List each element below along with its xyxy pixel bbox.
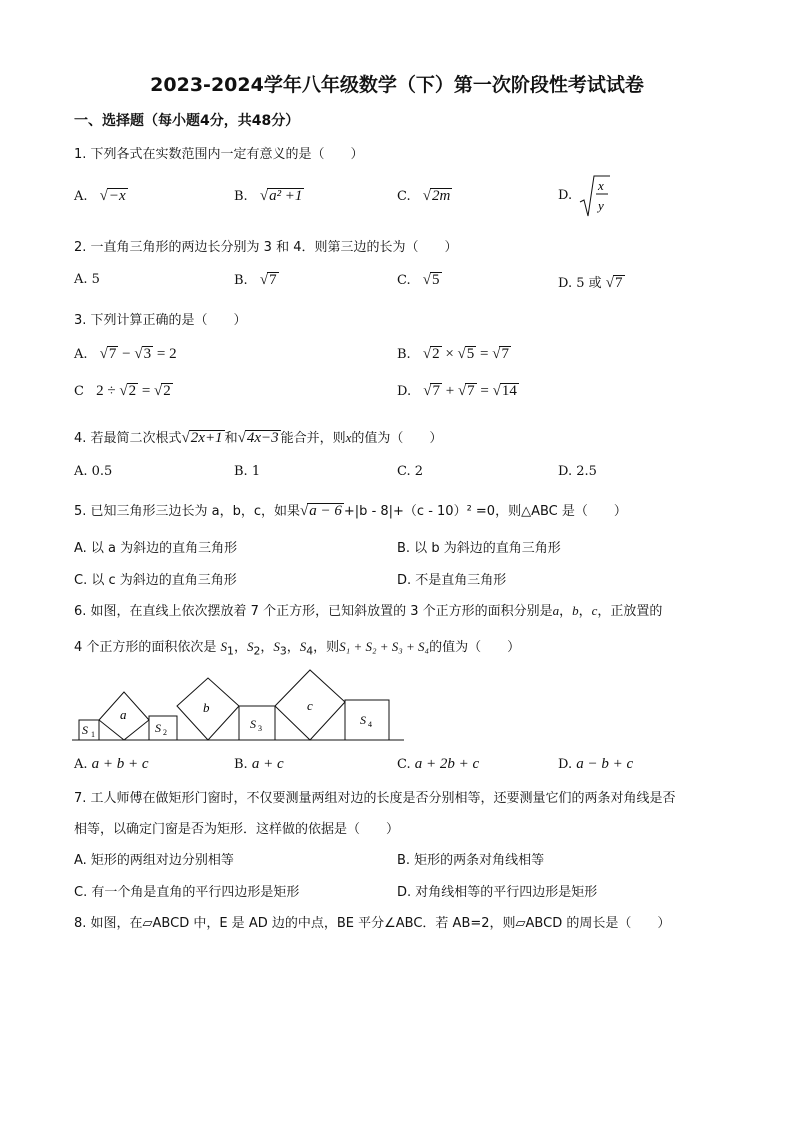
q5-option-b: B. 以 b 为斜边的直角三角形: [397, 541, 561, 556]
q5-pre: 5. 已知三角形三边长为 a，b，c，如果: [74, 504, 301, 519]
q3-a-r1: 7: [108, 346, 117, 362]
q1-option-c: [397, 188, 452, 205]
question-3-stem: 3. 下列计算正确的是（ ）: [74, 313, 247, 328]
q6-option-a: [74, 756, 149, 773]
q4-variable: x: [345, 430, 352, 445]
q1-option-a-expr: √−x: [99, 188, 126, 204]
q3-option-d-expr: √7 + √7 = √14: [423, 383, 517, 399]
q3-option-c-expr: 2 ÷ √2 = √2: [96, 383, 171, 399]
q6-line2-post: 的值为（ ）: [429, 640, 521, 655]
q5-option-c: C. 以 c 为斜边的直角三角形: [74, 573, 237, 588]
q7-option-c: C. 有一个角是直角的平行四边形是矩形: [74, 885, 300, 900]
q6-option-a-label: A.: [74, 757, 88, 772]
q2-c-radicand: 5: [432, 272, 440, 288]
q4-pre: 4. 若最简二次根式: [74, 431, 182, 446]
q6-s4: S: [299, 639, 307, 654]
q3-option-c: [74, 383, 173, 400]
q3-c-eq: =: [138, 383, 155, 399]
q6-option-a-expr: a + b + c: [91, 756, 149, 772]
question-6-line-1: 6. 如图，在直线上依次摆放着 7 个正方形，已知斜放置的 3 个正方形的面积分别是a，b，c，正放置的: [74, 603, 663, 619]
q3-d-r2: 7: [467, 383, 475, 399]
q5-option-d: D. 不是直角三角形: [397, 573, 507, 588]
q7-option-a: A. 矩形的两组对边分别相等: [74, 853, 234, 868]
question-4-stem: 4. 若最简二次根式√2x+1 和√4x−3 能合并，则x的值为（ ）: [74, 430, 443, 446]
q3-d-eq: =: [476, 383, 493, 399]
label-c: c: [307, 698, 313, 713]
q6-var-b: b: [572, 603, 579, 618]
q2-option-c-expr: √5: [422, 272, 440, 288]
q4-post2: 的值为（ ）: [351, 431, 443, 446]
q1-option-a-label: A.: [74, 189, 88, 204]
q3-a-result: = 2: [153, 346, 177, 362]
q2-option-b-expr: √7: [259, 272, 277, 288]
q6-s2: S: [246, 639, 254, 654]
q3-option-d: [397, 383, 519, 400]
q3-option-a-expr: √7 − √3 = 2: [99, 346, 177, 362]
q2-d-radicand: 7: [615, 275, 623, 291]
section-heading: 一、选择题（每小题4分，共48分）: [74, 113, 300, 129]
q6-option-c-label: C.: [397, 757, 411, 772]
q7-option-d: D. 对角线相等的平行四边形是矩形: [397, 885, 598, 900]
q5-post: +|b - 8|+（c - 10）² =0，则△ABC 是（ ）: [343, 504, 627, 519]
label-s3: S: [250, 717, 256, 731]
question-7-line-1: 7. 工人师傅在做矩形门窗时，不仅要测量两组对边的长度是否分别相等，还要测量它们的两条对角线是否: [74, 791, 676, 806]
q2-option-b-label: B.: [234, 273, 248, 288]
q1-option-b: [234, 188, 304, 205]
q1-c-radicand: 2m: [432, 188, 451, 204]
q3-b-r2: 5: [466, 346, 475, 362]
q1-d-numerator: x: [598, 178, 604, 193]
q6-option-b-label: B.: [234, 757, 248, 772]
q3-c-pre: 2 ÷: [96, 383, 120, 399]
q6-s3: S: [273, 639, 280, 654]
label-s2-sub: 2: [163, 728, 167, 737]
label-a: a: [120, 707, 127, 722]
q4-radicand-1: 2x+1: [190, 430, 223, 446]
squares-figure: [70, 668, 410, 744]
q6-line1-post: ，正放置的: [597, 604, 663, 619]
q3-b-r3: 7: [501, 346, 509, 362]
q4-option-d: D. 2.5: [558, 464, 597, 479]
q1-d-denominator: y: [598, 198, 604, 213]
q6-option-b: [234, 756, 284, 773]
q3-c-r1: 2: [128, 383, 137, 399]
q2-option-d: [558, 272, 625, 292]
q1-b-radicand: a² +1: [269, 188, 303, 204]
q1-option-d-expr: [578, 172, 612, 220]
q6-var-c: c: [591, 603, 598, 618]
q6-line2-pre: 4 个正方形的面积依次是: [74, 640, 217, 655]
q6-option-c-expr: a + 2b + c: [414, 756, 480, 772]
q4-option-c: C. 2: [397, 464, 424, 479]
question-8-stem: 8. 如图，在▱ABCD 中，E 是 AD 边的中点，BE 平分∠ABC．若 AB=2，则▱ABCD 的周长是（ ）: [74, 916, 671, 931]
q2-option-c-label: C.: [397, 273, 411, 288]
q7-option-b: B. 矩形的两条对角线相等: [397, 853, 545, 868]
question-5-stem: 5. 已知三角形三边长为 a，b，c，如果√a − 6 +|b - 8|+（c - 10）² =0，则△ABC 是（ ）: [74, 503, 627, 519]
q3-d-op: +: [441, 383, 458, 399]
q6-option-b-expr: a + c: [251, 756, 284, 772]
q2-option-d-label: D. 5 或: [558, 276, 602, 291]
q4-option-a: A. 0.5: [74, 464, 113, 479]
page-title: 2023-2024学年八年级数学（下）第一次阶段性考试试卷: [150, 74, 644, 96]
question-1-stem: 1. 下列各式在实数范围内一定有意义的是（ ）: [74, 147, 364, 162]
q6-sum-expr: S₁ + S₂ + S₃ + S₄: [339, 639, 430, 654]
q1-a-radicand: −x: [108, 188, 126, 204]
label-s1: S: [82, 723, 88, 737]
q6-var-a: a: [552, 603, 560, 618]
q3-b-eq: =: [476, 346, 493, 362]
q1-option-d-label: D.: [558, 188, 573, 203]
q6-option-d-expr: a − b + c: [576, 756, 634, 772]
q1-option-b-label: B.: [234, 189, 248, 204]
question-6-line-2: 4 个正方形的面积依次是 $S_1$，$S_2$，$S_3$，$S_4$，则S₁ + S₂ + S₃ + S₄的值为（ ）: [74, 639, 521, 658]
q6-line2-mid: ，则: [313, 640, 340, 655]
q3-b-op: ×: [441, 346, 458, 362]
q3-option-d-label: D.: [397, 384, 412, 399]
q1-option-a: [74, 188, 128, 205]
q3-a-r2: 3: [143, 346, 152, 362]
q4-radicand-2: 4x−3: [246, 430, 279, 446]
q6-option-d: [558, 756, 633, 773]
q1-option-d: [558, 188, 572, 203]
q3-option-c-label: C: [74, 384, 84, 399]
q2-option-b: [234, 272, 279, 289]
q5-option-a: A. 以 a 为斜边的直角三角形: [74, 541, 238, 556]
label-s3-sub: 3: [258, 724, 262, 733]
square-s4: [345, 700, 389, 740]
q6-s1: S: [220, 639, 228, 654]
q2-option-c: [397, 272, 442, 289]
q4-and: 和: [224, 431, 238, 446]
q4-option-b: B. 1: [234, 464, 261, 479]
q3-c-r2: 2: [163, 383, 171, 399]
q3-option-b: [397, 346, 511, 363]
q1-option-b-expr: √a² +1: [259, 188, 303, 204]
q3-option-b-label: B.: [397, 347, 411, 362]
question-7-line-2: 相等，以确定门窗是否为矩形．这样做的依据是（ ）: [74, 822, 400, 837]
q3-option-a-label: A.: [74, 347, 88, 362]
label-s2: S: [155, 721, 161, 735]
question-2-stem: 2. 一直角三角形的两边长分别为 3 和 4．则第三边的长为（ ）: [74, 240, 458, 255]
q3-option-b-expr: √2 × √5 = √7: [422, 346, 509, 362]
square-s3: [239, 706, 275, 740]
q6-option-c: [397, 756, 479, 773]
q3-b-r1: 2: [432, 346, 440, 362]
label-s4-sub: 4: [368, 720, 372, 729]
q1-option-c-label: C.: [397, 189, 411, 204]
q2-option-d-expr: √7: [605, 275, 623, 291]
q5-radicand: a − 6: [309, 503, 342, 519]
q3-d-r3: 14: [501, 383, 517, 399]
q3-a-op: −: [118, 346, 135, 362]
q3-option-a: [74, 346, 177, 363]
q2-option-a: A. 5: [74, 272, 100, 287]
q6-line1-pre: 6. 如图，在直线上依次摆放着 7 个正方形，已知斜放置的 3 个正方形的面积分别是: [74, 604, 553, 619]
q6-option-d-label: D.: [558, 757, 573, 772]
label-s4: S: [360, 713, 366, 727]
q2-b-radicand: 7: [269, 272, 277, 288]
q4-post: 能合并，则: [280, 431, 346, 446]
label-s1-sub: 1: [91, 730, 95, 739]
label-b: b: [203, 700, 210, 715]
q3-d-r1: 7: [432, 383, 440, 399]
q1-option-c-expr: √2m: [422, 188, 451, 204]
